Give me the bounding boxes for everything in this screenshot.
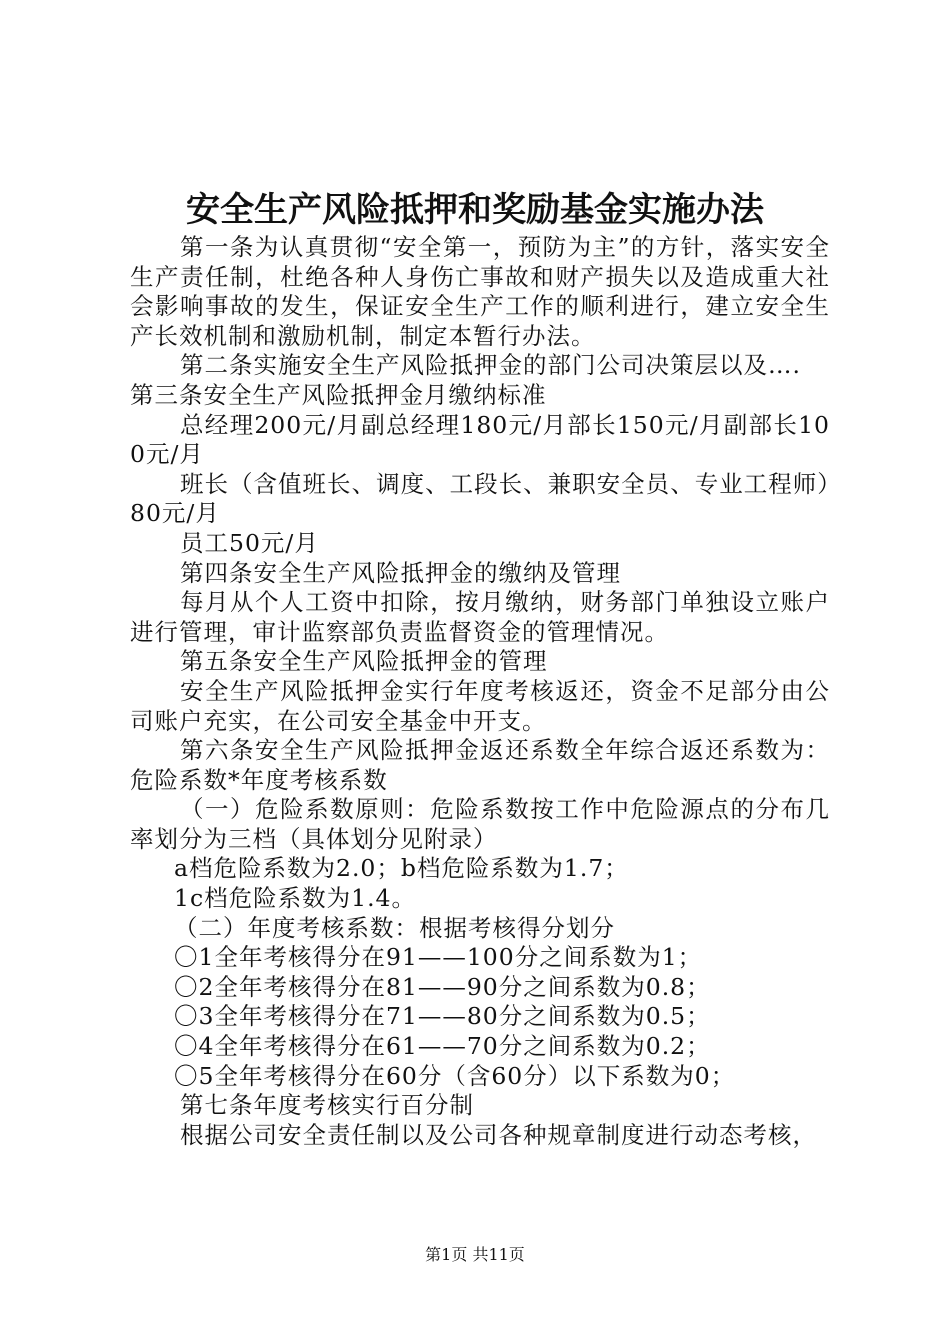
paragraph-annual-coefficient: （二）年度考核系数：根据考核得分划分: [174, 913, 615, 942]
paragraph-article-5: 第五条安全生产风险抵押金的管理: [180, 647, 548, 676]
paragraph-article-4-body: 每月从个人工资中扣除，按月缴纳，财务部门单独设立账户进行管理，审计监察部负责监督资金的管理情况。: [130, 588, 830, 646]
list-item-score-4: 〇4全年考核得分在61——70分之间系数为0.2；: [174, 1032, 711, 1061]
paragraph-risk-coefficient: （一）危险系数原则：危险系数按工作中危险源点的分布几率划分为三档（具体划分见附录）: [130, 795, 830, 853]
paragraph-article-6: 第六条安全生产风险抵押金返还系数全年综合返还系数为：危险系数*年度考核系数: [130, 736, 830, 794]
paragraph-article-7-body: 根据公司安全责任制以及公司各种规章制度进行动态考核，: [180, 1120, 817, 1149]
list-item-score-3: 〇3全年考核得分在71——80分之间系数为0.5；: [174, 1002, 711, 1031]
paragraph-fee-staff: 员工50元/月: [180, 528, 319, 557]
paragraph-grade-c: 1c档危险系数为1.4。: [174, 884, 416, 913]
list-item-score-2: 〇2全年考核得分在81——90分之间系数为0.8；: [174, 972, 711, 1001]
list-item-score-5: 〇5全年考核得分在60分（含60分）以下系数为0；: [174, 1061, 736, 1090]
paragraph-fee-managers: 总经理200元/月副总经理180元/月部长150元/月副部长100元/月: [130, 410, 830, 469]
paragraph-grade-ab: a档危险系数为2.0；b档危险系数为1.7；: [174, 854, 629, 883]
paragraph-article-7: 第七条年度考核实行百分制: [180, 1091, 474, 1120]
page-footer: 第1页 共11页: [425, 1245, 525, 1264]
document-title: 安全生产风险抵押和奖励基金实施办法: [186, 190, 764, 230]
paragraph-article-4: 第四条安全生产风险抵押金的缴纳及管理: [180, 558, 621, 587]
list-item-score-1: 〇1全年考核得分在91——100分之间系数为1；: [174, 943, 703, 972]
paragraph-article-3: 第三条安全生产风险抵押金月缴纳标准: [130, 380, 547, 409]
paragraph-article-2: 第二条实施安全生产风险抵押金的部门公司决策层以及….: [180, 351, 801, 380]
paragraph-fee-team-leaders: 班长（含值班长、调度、工段长、兼职安全员、专业工程师）80元/月: [130, 469, 830, 528]
paragraph-article-1: 第一条为认真贯彻“安全第一，预防为主”的方针，落实安全生产责任制，杜绝各种人身伤亡事故和财产损失以及造成重大社会影响事故的发生，保证安全生产工作的顺利进行，建立安全生产长效机制和激励机制，制定本暂行办法。: [130, 233, 830, 350]
paragraph-article-5-body: 安全生产风险抵押金实行年度考核返还，资金不足部分由公司账户充实，在公司安全基金中开支。: [130, 676, 830, 735]
document-body: [130, 233, 830, 1150]
